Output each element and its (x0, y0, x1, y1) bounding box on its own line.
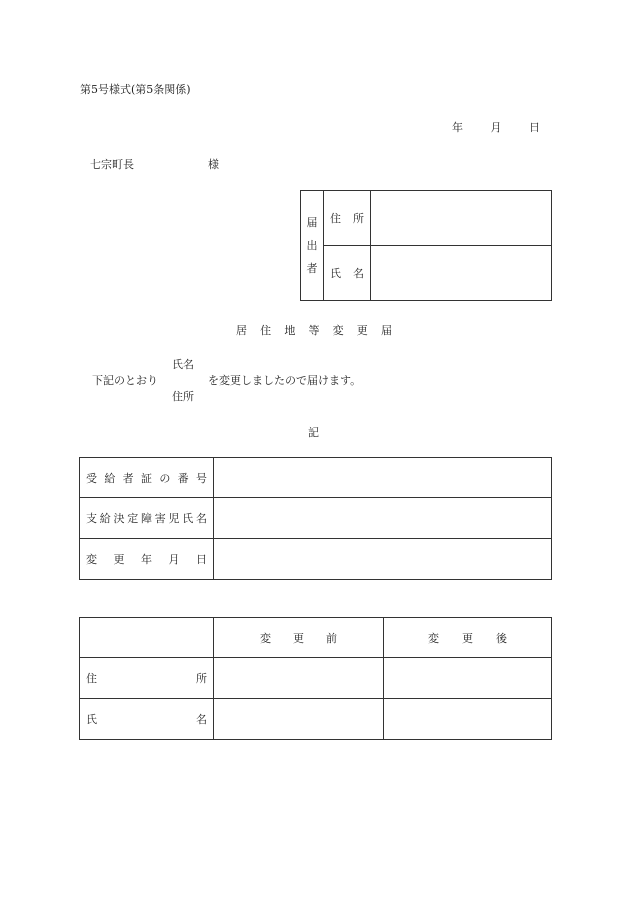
applicant-label (301, 191, 324, 301)
title-char: 住 (260, 324, 272, 337)
header-after (384, 618, 552, 658)
label-char: 前 (326, 631, 337, 645)
date-day: 日 (529, 121, 540, 134)
label-char: 名 (353, 267, 364, 280)
label-char: 日 (196, 553, 207, 566)
child-name-field[interactable] (214, 498, 552, 539)
label-char: 支 (86, 512, 97, 525)
label-char: 証 (140, 471, 152, 485)
label-char: 所 (353, 212, 364, 225)
label-name (80, 699, 214, 740)
body-option-address: 住所 (172, 390, 194, 403)
body-prefix: 下記のとおり (92, 374, 158, 387)
addressee-honorific: 様 (208, 158, 219, 171)
label-char: 害 (154, 512, 166, 525)
label-char: 更 (462, 631, 473, 645)
label-char: の (159, 471, 171, 485)
date-month: 月 (490, 121, 502, 134)
label-char: 者 (122, 471, 134, 485)
change-table (79, 617, 552, 740)
addressee-name: 七宗町長 (90, 158, 134, 171)
label-address (80, 658, 214, 699)
applicant-char: 出 (306, 239, 318, 252)
body-option-name: 氏名 (172, 358, 194, 371)
label-char: 受 (86, 471, 97, 485)
name-before-field[interactable] (214, 699, 384, 740)
label-char: 更 (293, 631, 304, 645)
title-char: 地 (284, 324, 296, 337)
applicant-char: 者 (306, 262, 318, 275)
applicant-address-field[interactable] (371, 191, 552, 246)
label-char: 更 (113, 553, 125, 566)
label-char: 番 (177, 471, 189, 485)
applicant-char: 届 (306, 216, 318, 229)
applicant-name-label (324, 246, 371, 301)
info-table (79, 457, 552, 580)
date-line (452, 119, 540, 135)
document-title (236, 322, 392, 338)
address-before-field[interactable] (214, 658, 384, 699)
label-char: 氏 (330, 267, 341, 280)
label-char: 変 (86, 553, 97, 566)
body-suffix: を変更しましたので届けます。 (208, 374, 362, 387)
label-char: 名 (196, 512, 207, 525)
form-number: 第5号様式(第5条関係) (80, 83, 191, 96)
change-date-field[interactable] (214, 539, 552, 580)
address-after-field[interactable] (384, 658, 552, 699)
header-before (214, 618, 384, 658)
applicant-name-field[interactable] (371, 246, 552, 301)
label-char: 年 (141, 553, 152, 566)
label-child-name (80, 498, 214, 539)
label-char: 給 (99, 512, 111, 525)
certificate-number-field[interactable] (214, 458, 552, 498)
header-blank (80, 618, 214, 658)
label-char: 号 (195, 471, 207, 485)
label-char: 決 (113, 512, 125, 525)
label-change-date (80, 539, 214, 580)
label-char: 月 (168, 553, 180, 566)
label-char: 障 (141, 512, 152, 525)
title-char: 届 (380, 324, 392, 337)
title-char: 更 (356, 324, 368, 337)
label-char: 氏 (182, 512, 194, 525)
label-char: 住 (330, 212, 341, 225)
title-char: 変 (332, 324, 344, 337)
ki-label: 記 (308, 426, 319, 439)
label-char: 給 (104, 471, 116, 485)
label-certificate-number (80, 458, 214, 498)
label-char: 住 (86, 672, 97, 685)
name-after-field[interactable] (384, 699, 552, 740)
label-char: 児 (168, 512, 180, 525)
applicant-address-label (324, 191, 371, 246)
label-char: 変 (428, 631, 439, 645)
label-char: 変 (260, 631, 271, 645)
applicant-table (300, 190, 552, 301)
date-year: 年 (452, 121, 463, 134)
label-char: 名 (196, 713, 207, 726)
label-char: 後 (496, 631, 507, 645)
label-char: 定 (127, 512, 139, 525)
label-char: 氏 (86, 713, 97, 726)
label-char: 所 (196, 672, 207, 685)
title-char: 等 (308, 324, 320, 337)
title-char: 居 (236, 324, 247, 337)
